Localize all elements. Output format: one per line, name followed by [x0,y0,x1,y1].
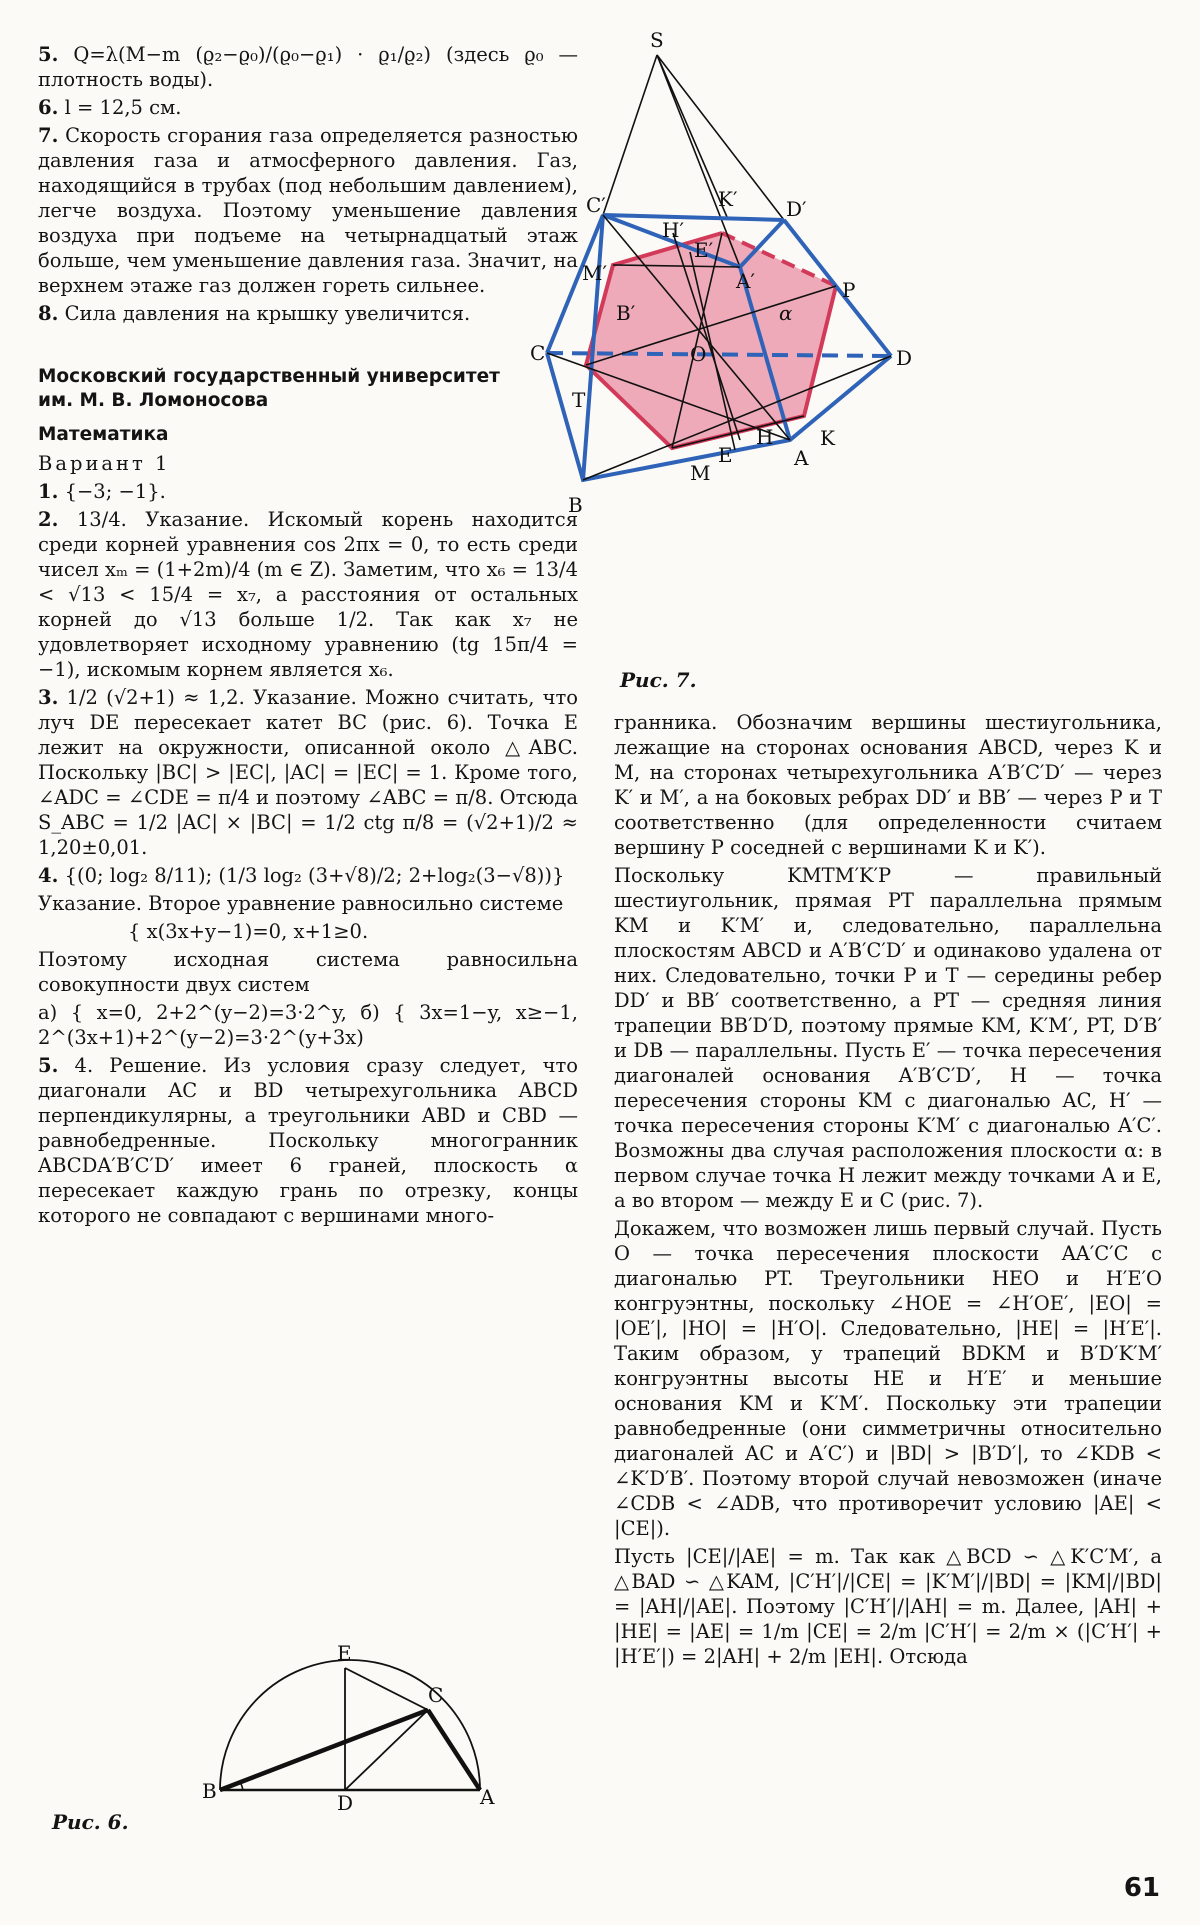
fig7-label: T [572,388,586,412]
fig7-label: H [756,425,774,449]
problem-item: 4. {(0; log₂ 8/11); (1/3 log₂ (3+√8)/2; 2+log₂(3−√8))} [38,864,565,887]
fig7-label: P [842,278,856,302]
answer-item: 5. Q=λ(M−m (ϱ₂−ϱ₀)/(ϱ₀−ϱ₁) · ϱ₁/ϱ₂) (здесь ϱ₀ — плотность воды). [38,43,578,91]
left-column [38,42,578,1682]
problem-item: 5. 4. Решение. Из условия сразу следует, что диагонали AC и BD четырехугольника ABCD перпендикулярны, а треугольники ABD и CBD — равнобедренные. Поскольку многогранник ABCDA′B′C′D′ имеет 6 граней, плоскость α пересекает каждую грань по отрезку, концы которого не совпадают с вершинами много- [38,1054,578,1227]
fig7-label: D′ [786,197,807,221]
apex-edges [603,55,784,267]
fig7-label: C [530,341,546,365]
problem-item: 3. 1/2 (√2+1) ≈ 1,2. Указание. Можно считать, что луч DE пересекает катет BC (рис. 6). Точка E лежит на окружности, описанной около △ABC. Поскольку |BC| > |EC|, |AC| = |EC| = 1. Кроме того, ∠ADC = ∠CDE = π/4 и поэтому ∠ABC = π/8. Отсюда S_ABC = 1/2 |AC| × |BC| = 1/2 ctg π/8 = (√2+1)/2 ≈ 1,20±0,01. [38,686,578,859]
fig7-label: B [568,493,583,517]
fig7-label: C′ [586,193,606,217]
fig7-label: O [690,342,707,366]
problem-item: 1. {−3; −1}. [38,480,166,503]
university-heading-2: им. М. В. Ломоносова [38,390,269,411]
fig7-label: H′ [662,218,684,242]
fig6-label: A [480,1785,495,1809]
fig7-label: K [820,426,835,450]
figure-7-caption: Рис. 7. [620,668,697,692]
fig7-label: A′ [736,269,755,293]
fig6-label: D [337,1791,354,1810]
figure-7-diagram [530,20,1170,640]
fig7-label: E [718,443,733,467]
fig7-label: D [896,346,913,370]
problem-item: { x(3x+y−1)=0, x+1≥0. [128,920,369,943]
fig6-label: E [337,1641,352,1665]
problem-item: Поэтому исходная система равносильна совокупности двух систем [38,948,578,996]
figure-6-caption: Рис. 6. [52,1810,129,1834]
problem-item: Указание. Второе уравнение равносильно системе [38,892,564,915]
fig6-label: B [202,1779,217,1803]
paragraph: Пусть |CE|/|AE| = m. Так как △BCD ∽ △K′C′M′, а △BAD ∽ △KAM, |C′H′|/|CE| = |K′M′|/|BD| = |KM|/|BD| = |AH|/|AE|. Поэтому |C′H′|/|AH| = m. Далее, |AH| + |HE| = |AE| = 1/m |CE| = 2/m |C′H′| = 2/m × (|C′H′| + |H′E′|) = 2|AH| + 2/m |EH|. Отсюда [614,1545,1162,1668]
fig7-label: A [794,446,809,470]
figure-6-diagram [200,1640,500,1810]
fig7-label: M [690,461,711,485]
paragraph: Поскольку KMTM′K′P — правильный шестиугольник, прямая PT параллельна прямым KM и K′M′ и, следовательно, параллельна плоскостям ABCD и A′B′C′D′ и одинаково удалена от них. Следовательно, точки P и T — середины ребер DD′ и BB′ соответственно, а PT — средняя линия трапеции BB′D′D, поэтому прямые KM, K′M′, PT, D′B′ и DB — параллельны. Пусть E′ — точка пересечения диагоналей основания A′B′C′D′, H — точка пересечения стороны KM с диагональю AC, H′ — точка пересечения стороны K′M′ с диагональю A′C′. Возможны два случая расположения плоскости α: в первом случае точка H лежит между точками A и E, а во втором — между E и C (рис. 7). [614,864,1162,1212]
paragraph: Докажем, что возможен лишь первый случай. Пусть O — точка пересечения плоскости AA′C′C с диагональю PT. Треугольники HEO и H′E′O конгруэнтны, поскольку ∠HOE = ∠H′OE′, |EO| = |OE′|, |HO| = |H′O|. Следовательно, |HE| = |H′E′|. Таким образом, у трапеций BDKM и B′D′K′M′ конгруэнтны высоты HE и H′E′ и меньшие основания KM и K′M′. Поскольку эти трапеции равнобедренные (они симметричны относительно диагоналей AC и A′C′) и |BD| > |B′D′|, то ∠KDB < ∠K′D′B′. Поэтому второй случай невозможен (иначе ∠CDB < ∠ADB, что противоречит условию |AE| < |CE|). [614,1217,1162,1540]
problem-item: 2. 13/4. Указание. Искомый корень находится среди корней уравнения cos 2πx = 0, то есть среди чисел xₘ = (1+2m)/4 (m ∈ Z). Заметим, что x₆ = 13/4 < √13 < 15/4 = x₇, а расстояния от остальных корней до √13 больше 1/2. Так как x₇ не удовлетворяет исходному уравнению (tg 15π/4 = −1), искомым корнем является x₆. [38,508,578,681]
fig7-label: B′ [616,301,636,325]
fig7-label: α [779,301,793,325]
answer-item: 7. Скорость сгорания газа определяется разностью давления газа и атмосферного давления. Газ, находящийся в трубах (под небольшим давлением), легче воздуха. Поэтому уменьшение давления воздуха при подъеме на четырнадцатый этаж больше, чем уменьшение давления газа. Значит, на верхнем этаже газ должен гореть сильнее. [38,124,578,297]
fig6-label: C [428,1683,444,1707]
answer-item: 8. Сила давления на крышку увеличится. [38,302,471,325]
answer-item: 6. l = 12,5 см. [38,96,182,119]
fig7-label: E′ [694,238,714,262]
problem-item: а) { x=0, 2+2^(y−2)=3·2^y, б) { 3x=1−y, x≥−1, 2^(3x+1)+2^(y−2)=3·2^(y+3x) [38,1001,578,1049]
fig7-label: S [650,28,664,52]
paragraph: гранника. Обозначим вершины шестиугольника, лежащие на сторонах основания ABCD, через K и M, на сторонах четырехугольника A′B′C′D′ — через K′ и M′, а на боковых ребрах DD′ и BB′ — через P и T соответственно (для определенности считаем вершину P соседней с вершинами K и K′). [614,711,1162,859]
subject-heading: Математика [38,424,169,445]
university-heading: Московский государственный университет [38,366,500,387]
fig7-label: K′ [718,187,738,211]
variant-label: Вариант 1 [38,452,171,475]
fig7-label: M′ [582,261,608,285]
right-column [614,710,1162,1870]
page-number: 61 [1123,1873,1160,1903]
